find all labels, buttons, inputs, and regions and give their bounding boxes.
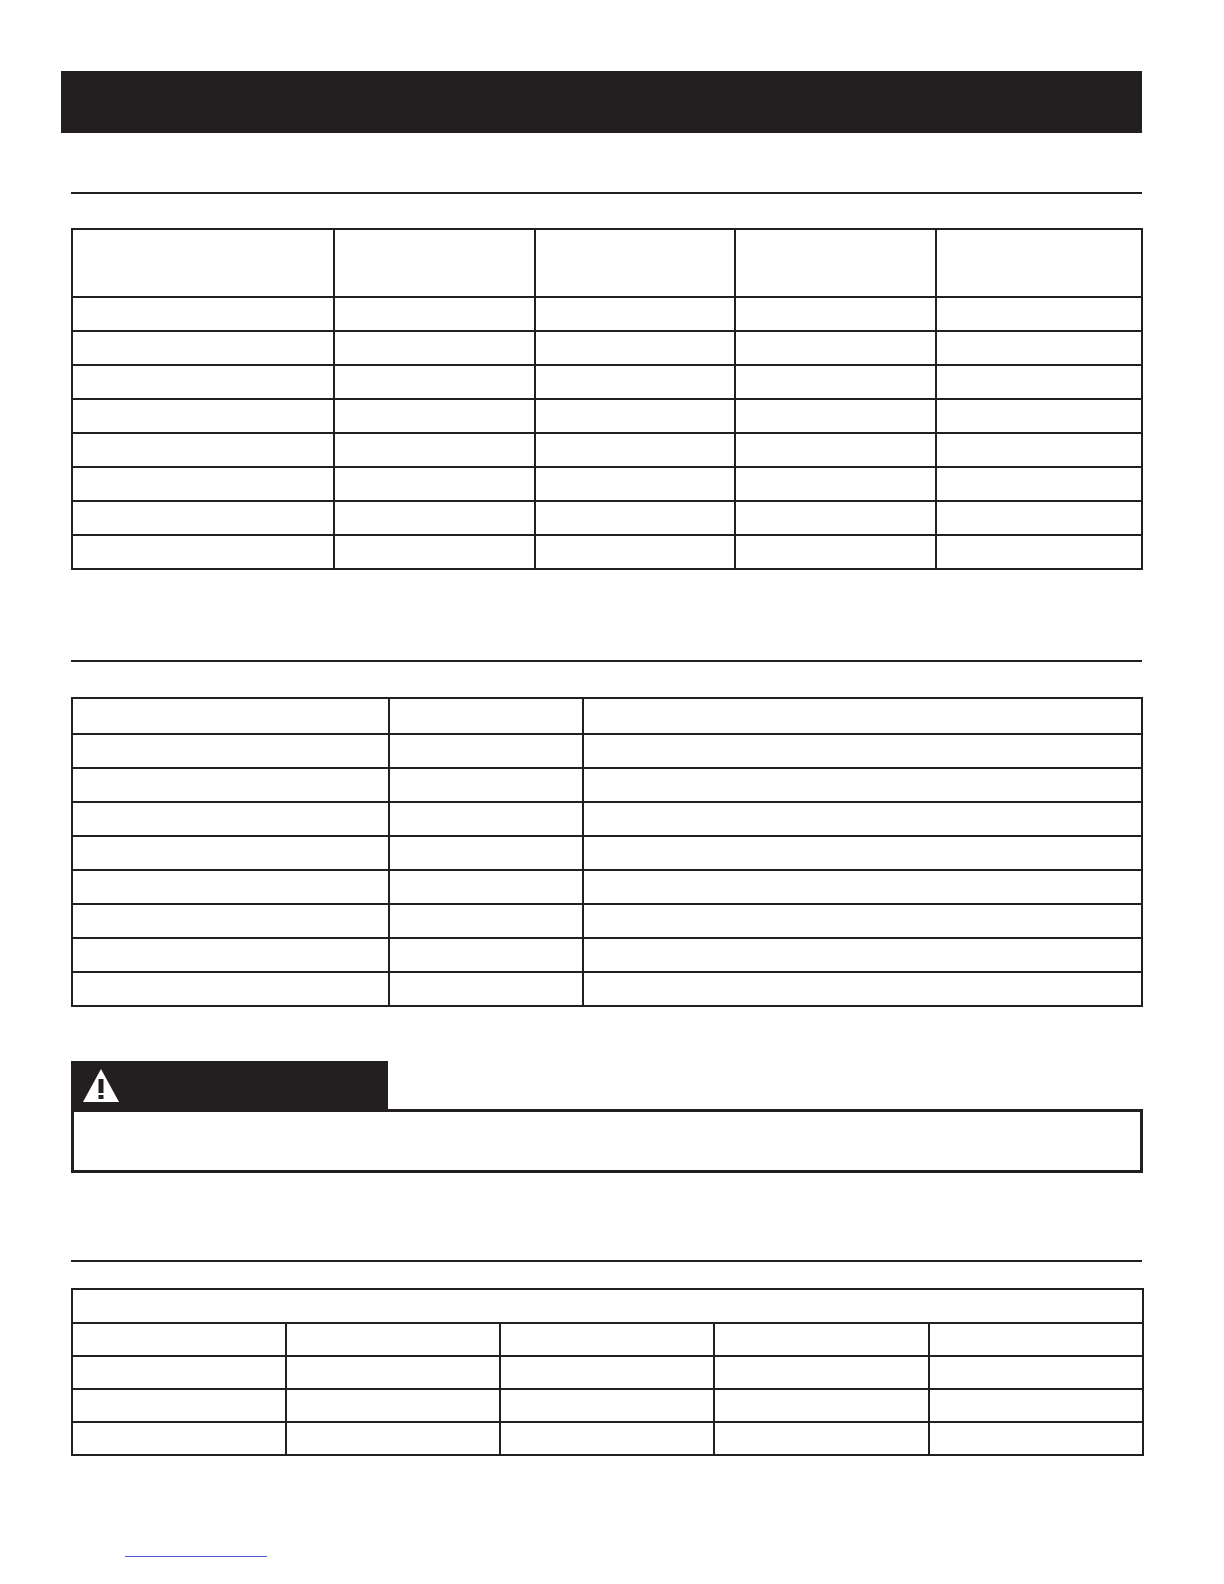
section1-rule bbox=[71, 192, 1142, 194]
table-cell bbox=[72, 331, 334, 365]
table-cell bbox=[714, 1389, 929, 1422]
warning-box bbox=[71, 1109, 1143, 1173]
column-header bbox=[535, 229, 735, 297]
table-title-row bbox=[72, 1289, 1143, 1323]
table-cell bbox=[735, 331, 936, 365]
spec-table-1 bbox=[71, 228, 1143, 570]
table-cell bbox=[535, 331, 735, 365]
table-cell bbox=[389, 938, 583, 972]
table-cell bbox=[535, 501, 735, 535]
table-header-row bbox=[72, 1323, 1143, 1356]
table-cell bbox=[72, 535, 334, 569]
table-cell bbox=[929, 1389, 1143, 1422]
table-cell bbox=[389, 870, 583, 904]
column-header bbox=[714, 1323, 929, 1356]
table-cell bbox=[334, 331, 535, 365]
table-cell bbox=[72, 365, 334, 399]
table-cell bbox=[72, 870, 389, 904]
section3-rule bbox=[71, 1260, 1142, 1262]
section2-rule bbox=[71, 660, 1142, 662]
table-row bbox=[72, 1356, 1143, 1389]
column-header bbox=[936, 229, 1142, 297]
table-cell bbox=[72, 734, 389, 768]
table-cell bbox=[583, 870, 1142, 904]
table-row bbox=[72, 535, 1142, 569]
table-header-row bbox=[72, 698, 1142, 734]
table-cell bbox=[936, 501, 1142, 535]
table-cell bbox=[583, 768, 1142, 802]
table-cell bbox=[535, 433, 735, 467]
column-header bbox=[389, 698, 583, 734]
table-cell bbox=[286, 1422, 500, 1455]
table-cell bbox=[583, 904, 1142, 938]
table-cell bbox=[72, 1356, 286, 1389]
table-cell bbox=[334, 535, 535, 569]
table-cell bbox=[535, 297, 735, 331]
table-cell bbox=[583, 972, 1142, 1006]
table-cell bbox=[72, 904, 389, 938]
table-row bbox=[72, 1389, 1143, 1422]
table-row bbox=[72, 768, 1142, 802]
table-row bbox=[72, 904, 1142, 938]
table-cell bbox=[583, 836, 1142, 870]
table-cell bbox=[72, 768, 389, 802]
warning-triangle-icon bbox=[81, 1067, 121, 1105]
table-cell bbox=[936, 331, 1142, 365]
table-cell bbox=[72, 433, 334, 467]
table-cell bbox=[583, 802, 1142, 836]
column-header bbox=[286, 1323, 500, 1356]
table-cell bbox=[583, 734, 1142, 768]
column-header bbox=[500, 1323, 714, 1356]
table-cell bbox=[72, 836, 389, 870]
column-header bbox=[735, 229, 936, 297]
table-cell bbox=[389, 904, 583, 938]
table-cell bbox=[334, 297, 535, 331]
spec-table-3 bbox=[71, 1288, 1144, 1456]
table-cell bbox=[72, 399, 334, 433]
column-header bbox=[334, 229, 535, 297]
table-row bbox=[72, 501, 1142, 535]
table-cell bbox=[936, 535, 1142, 569]
table-row bbox=[72, 938, 1142, 972]
table-cell bbox=[389, 802, 583, 836]
table-cell bbox=[500, 1356, 714, 1389]
column-header bbox=[583, 698, 1142, 734]
table-cell bbox=[929, 1422, 1143, 1455]
table-cell bbox=[735, 535, 936, 569]
table-cell bbox=[72, 1422, 286, 1455]
header-bar bbox=[61, 71, 1142, 133]
table-cell bbox=[936, 297, 1142, 331]
table-row bbox=[72, 467, 1142, 501]
table-cell bbox=[714, 1356, 929, 1389]
column-header bbox=[72, 229, 334, 297]
table-cell bbox=[535, 399, 735, 433]
table-cell bbox=[735, 365, 936, 399]
table-row bbox=[72, 802, 1142, 836]
table-cell bbox=[714, 1422, 929, 1455]
spec-table-2 bbox=[71, 697, 1143, 1007]
table-cell bbox=[389, 768, 583, 802]
table-row bbox=[72, 331, 1142, 365]
table-cell bbox=[72, 467, 334, 501]
table-cell bbox=[735, 433, 936, 467]
table-row bbox=[72, 870, 1142, 904]
footer-link-underline[interactable] bbox=[125, 1556, 267, 1557]
table-cell bbox=[72, 802, 389, 836]
table-cell bbox=[535, 535, 735, 569]
table-cell bbox=[389, 734, 583, 768]
table-cell bbox=[72, 972, 389, 1006]
table-cell bbox=[535, 467, 735, 501]
table-cell bbox=[936, 399, 1142, 433]
table-row bbox=[72, 365, 1142, 399]
table-title bbox=[72, 1289, 1143, 1323]
column-header bbox=[929, 1323, 1143, 1356]
table-cell bbox=[72, 501, 334, 535]
table-cell bbox=[334, 365, 535, 399]
table-cell bbox=[535, 365, 735, 399]
table-cell bbox=[334, 501, 535, 535]
table-header-row bbox=[72, 229, 1142, 297]
warning-label-tab bbox=[71, 1061, 388, 1112]
table-cell bbox=[936, 433, 1142, 467]
table-cell bbox=[500, 1389, 714, 1422]
table-cell bbox=[583, 938, 1142, 972]
column-header bbox=[72, 1323, 286, 1356]
table-cell bbox=[389, 836, 583, 870]
table-row bbox=[72, 836, 1142, 870]
table-cell bbox=[72, 297, 334, 331]
table-cell bbox=[735, 297, 936, 331]
column-header bbox=[72, 698, 389, 734]
table-cell bbox=[72, 938, 389, 972]
table-cell bbox=[72, 1389, 286, 1422]
table-cell bbox=[936, 365, 1142, 399]
table-cell bbox=[334, 467, 535, 501]
table-cell bbox=[735, 501, 936, 535]
table-row bbox=[72, 734, 1142, 768]
table-row bbox=[72, 1422, 1143, 1455]
table-cell bbox=[334, 433, 535, 467]
table-cell bbox=[334, 399, 535, 433]
table-cell bbox=[286, 1356, 500, 1389]
table-cell bbox=[735, 467, 936, 501]
table-cell bbox=[389, 972, 583, 1006]
table-cell bbox=[936, 467, 1142, 501]
table-row bbox=[72, 433, 1142, 467]
table-row bbox=[72, 972, 1142, 1006]
table-cell bbox=[929, 1356, 1143, 1389]
table-row bbox=[72, 399, 1142, 433]
table-cell bbox=[286, 1389, 500, 1422]
table-cell bbox=[735, 399, 936, 433]
table-row bbox=[72, 297, 1142, 331]
table-cell bbox=[500, 1422, 714, 1455]
